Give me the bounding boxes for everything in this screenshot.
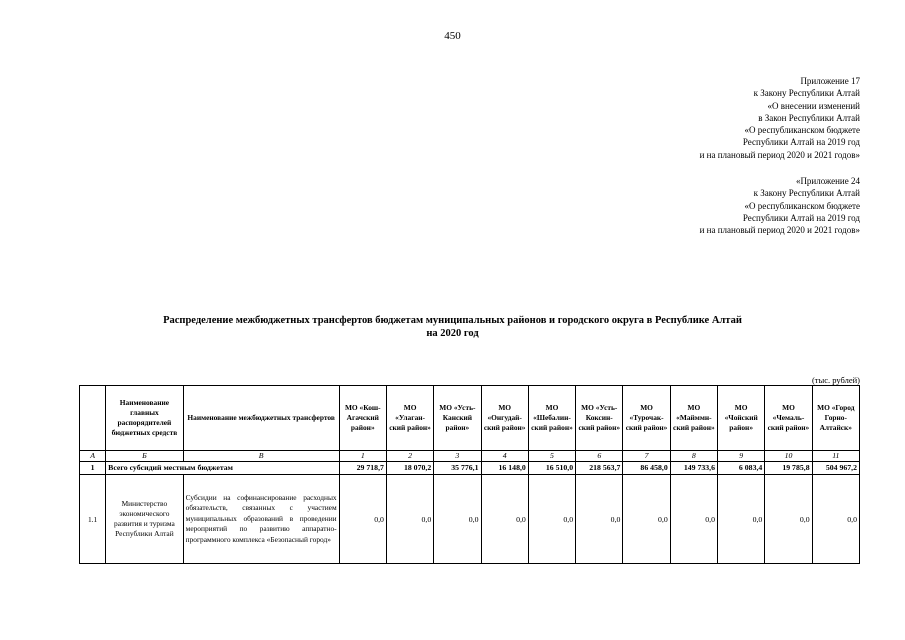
- header-cell: МО «Майммн-ский район»: [670, 386, 717, 451]
- table-cell: 5: [528, 451, 575, 462]
- transfers-table: [79, 385, 860, 564]
- header-cell: Наименование межбюджетных трансфертов: [183, 386, 339, 451]
- table-cell: 9: [718, 451, 765, 462]
- header-cell: МО «Усть-Коксин-ский район»: [576, 386, 623, 451]
- appendix-line: Республики Алтай на 2019 год: [742, 137, 860, 148]
- header-cell: МО «Шебалин-ский район»: [528, 386, 575, 451]
- table-row-total: [80, 462, 860, 475]
- header-cell: Наименование главных распорядителей бюджетных средств: [106, 386, 183, 451]
- page-number: 450: [444, 30, 461, 42]
- header-cell: МО «Чойский район»: [718, 386, 765, 451]
- appendix-line: «О внесении изменений: [767, 100, 860, 111]
- header-cell: МО «Чемаль-ский район»: [765, 386, 812, 451]
- row-number: 1.1: [80, 475, 106, 564]
- value-cell: 0,0: [386, 475, 433, 564]
- appendix-line: и на плановый период 2020 и 2021 годов»: [699, 149, 860, 160]
- table-header-row: [80, 386, 860, 451]
- table-cell: 11: [812, 451, 859, 462]
- title-line: на 2020 год: [426, 328, 479, 339]
- value-cell: 0,0: [718, 475, 765, 564]
- header-cell: [80, 386, 106, 451]
- appendix-line: «Приложение 24: [795, 176, 860, 186]
- appendix-line: и на плановый период 2020 и 2021 годов»: [699, 225, 860, 236]
- table-cell: А: [80, 451, 106, 462]
- appendix-24-note: [700, 175, 860, 236]
- value-cell: 29 718,7: [339, 462, 386, 475]
- table-cell: В: [183, 451, 339, 462]
- value-cell: 0,0: [481, 475, 528, 564]
- transfer-description: Субсидии на софинансирование расходных обязательств, связанных с участием муниципальных образований в проведении мероприятий по развитию аппаратно-программного комплекса «Безопасный город»: [183, 475, 339, 564]
- value-cell: 6 083,4: [718, 462, 765, 475]
- appendix-line: в Закон Республики Алтай: [758, 112, 860, 123]
- value-cell: 0,0: [434, 475, 481, 564]
- title-line: Распределение межбюджетных трансфертов бюджетам муниципальных районов и городского округа в Республике Алтай: [163, 315, 742, 326]
- value-cell: 18 070,2: [386, 462, 433, 475]
- value-cell: 16 510,0: [528, 462, 575, 475]
- appendix-line: к Закону Республики Алтай: [753, 88, 860, 99]
- header-cell: МО «Усть-Канский район»: [434, 386, 481, 451]
- table-cell: 10: [765, 451, 812, 462]
- appendix-line: к Закону Республики Алтай: [753, 188, 860, 199]
- header-cell: МО «Онгудай-ский район»: [481, 386, 528, 451]
- ministry-name: Министерство экономического развития и туризма Республики Алтай: [106, 475, 183, 564]
- value-cell: 86 458,0: [623, 462, 670, 475]
- table-row-1-1: [80, 475, 860, 564]
- value-cell: 0,0: [765, 475, 812, 564]
- table-cell: 3: [434, 451, 481, 462]
- table-cell: 2: [386, 451, 433, 462]
- value-cell: 218 563,7: [576, 462, 623, 475]
- value-cell: 149 733,6: [670, 462, 717, 475]
- value-cell: 16 148,0: [481, 462, 528, 475]
- value-cell: 504 967,2: [812, 462, 859, 475]
- header-cell: МО «Турочак-ский район»: [623, 386, 670, 451]
- value-cell: 35 776,1: [434, 462, 481, 475]
- appendix-line: «О республиканском бюджете: [744, 200, 860, 211]
- value-cell: 0,0: [576, 475, 623, 564]
- header-cell: МО «Улаган-ский район»: [386, 386, 433, 451]
- value-cell: 0,0: [339, 475, 386, 564]
- table-cell: 6: [576, 451, 623, 462]
- appendix-line: Приложение 17: [800, 76, 860, 86]
- table-cell: 7: [623, 451, 670, 462]
- units-label: (тыс. рублей): [811, 375, 860, 385]
- appendix-17-note: [700, 75, 860, 161]
- appendix-line: «О республиканском бюджете: [744, 125, 860, 136]
- row-label: Всего субсидий местным бюджетам: [106, 462, 339, 475]
- row-number: 1: [80, 462, 106, 475]
- value-cell: 19 785,8: [765, 462, 812, 475]
- table-cell: 1: [339, 451, 386, 462]
- table-row-column-letters: [80, 451, 860, 462]
- value-cell: 0,0: [623, 475, 670, 564]
- appendix-line: Республики Алтай на 2019 год: [742, 212, 860, 223]
- header-cell: МО «Город Горно-Алтайск»: [812, 386, 859, 451]
- table-cell: 8: [670, 451, 717, 462]
- header-cell: МО «Кош-Агачский район»: [339, 386, 386, 451]
- value-cell: 0,0: [812, 475, 859, 564]
- value-cell: 0,0: [528, 475, 575, 564]
- table-cell: 4: [481, 451, 528, 462]
- document-title: [0, 314, 905, 340]
- value-cell: 0,0: [670, 475, 717, 564]
- table-cell: Б: [106, 451, 183, 462]
